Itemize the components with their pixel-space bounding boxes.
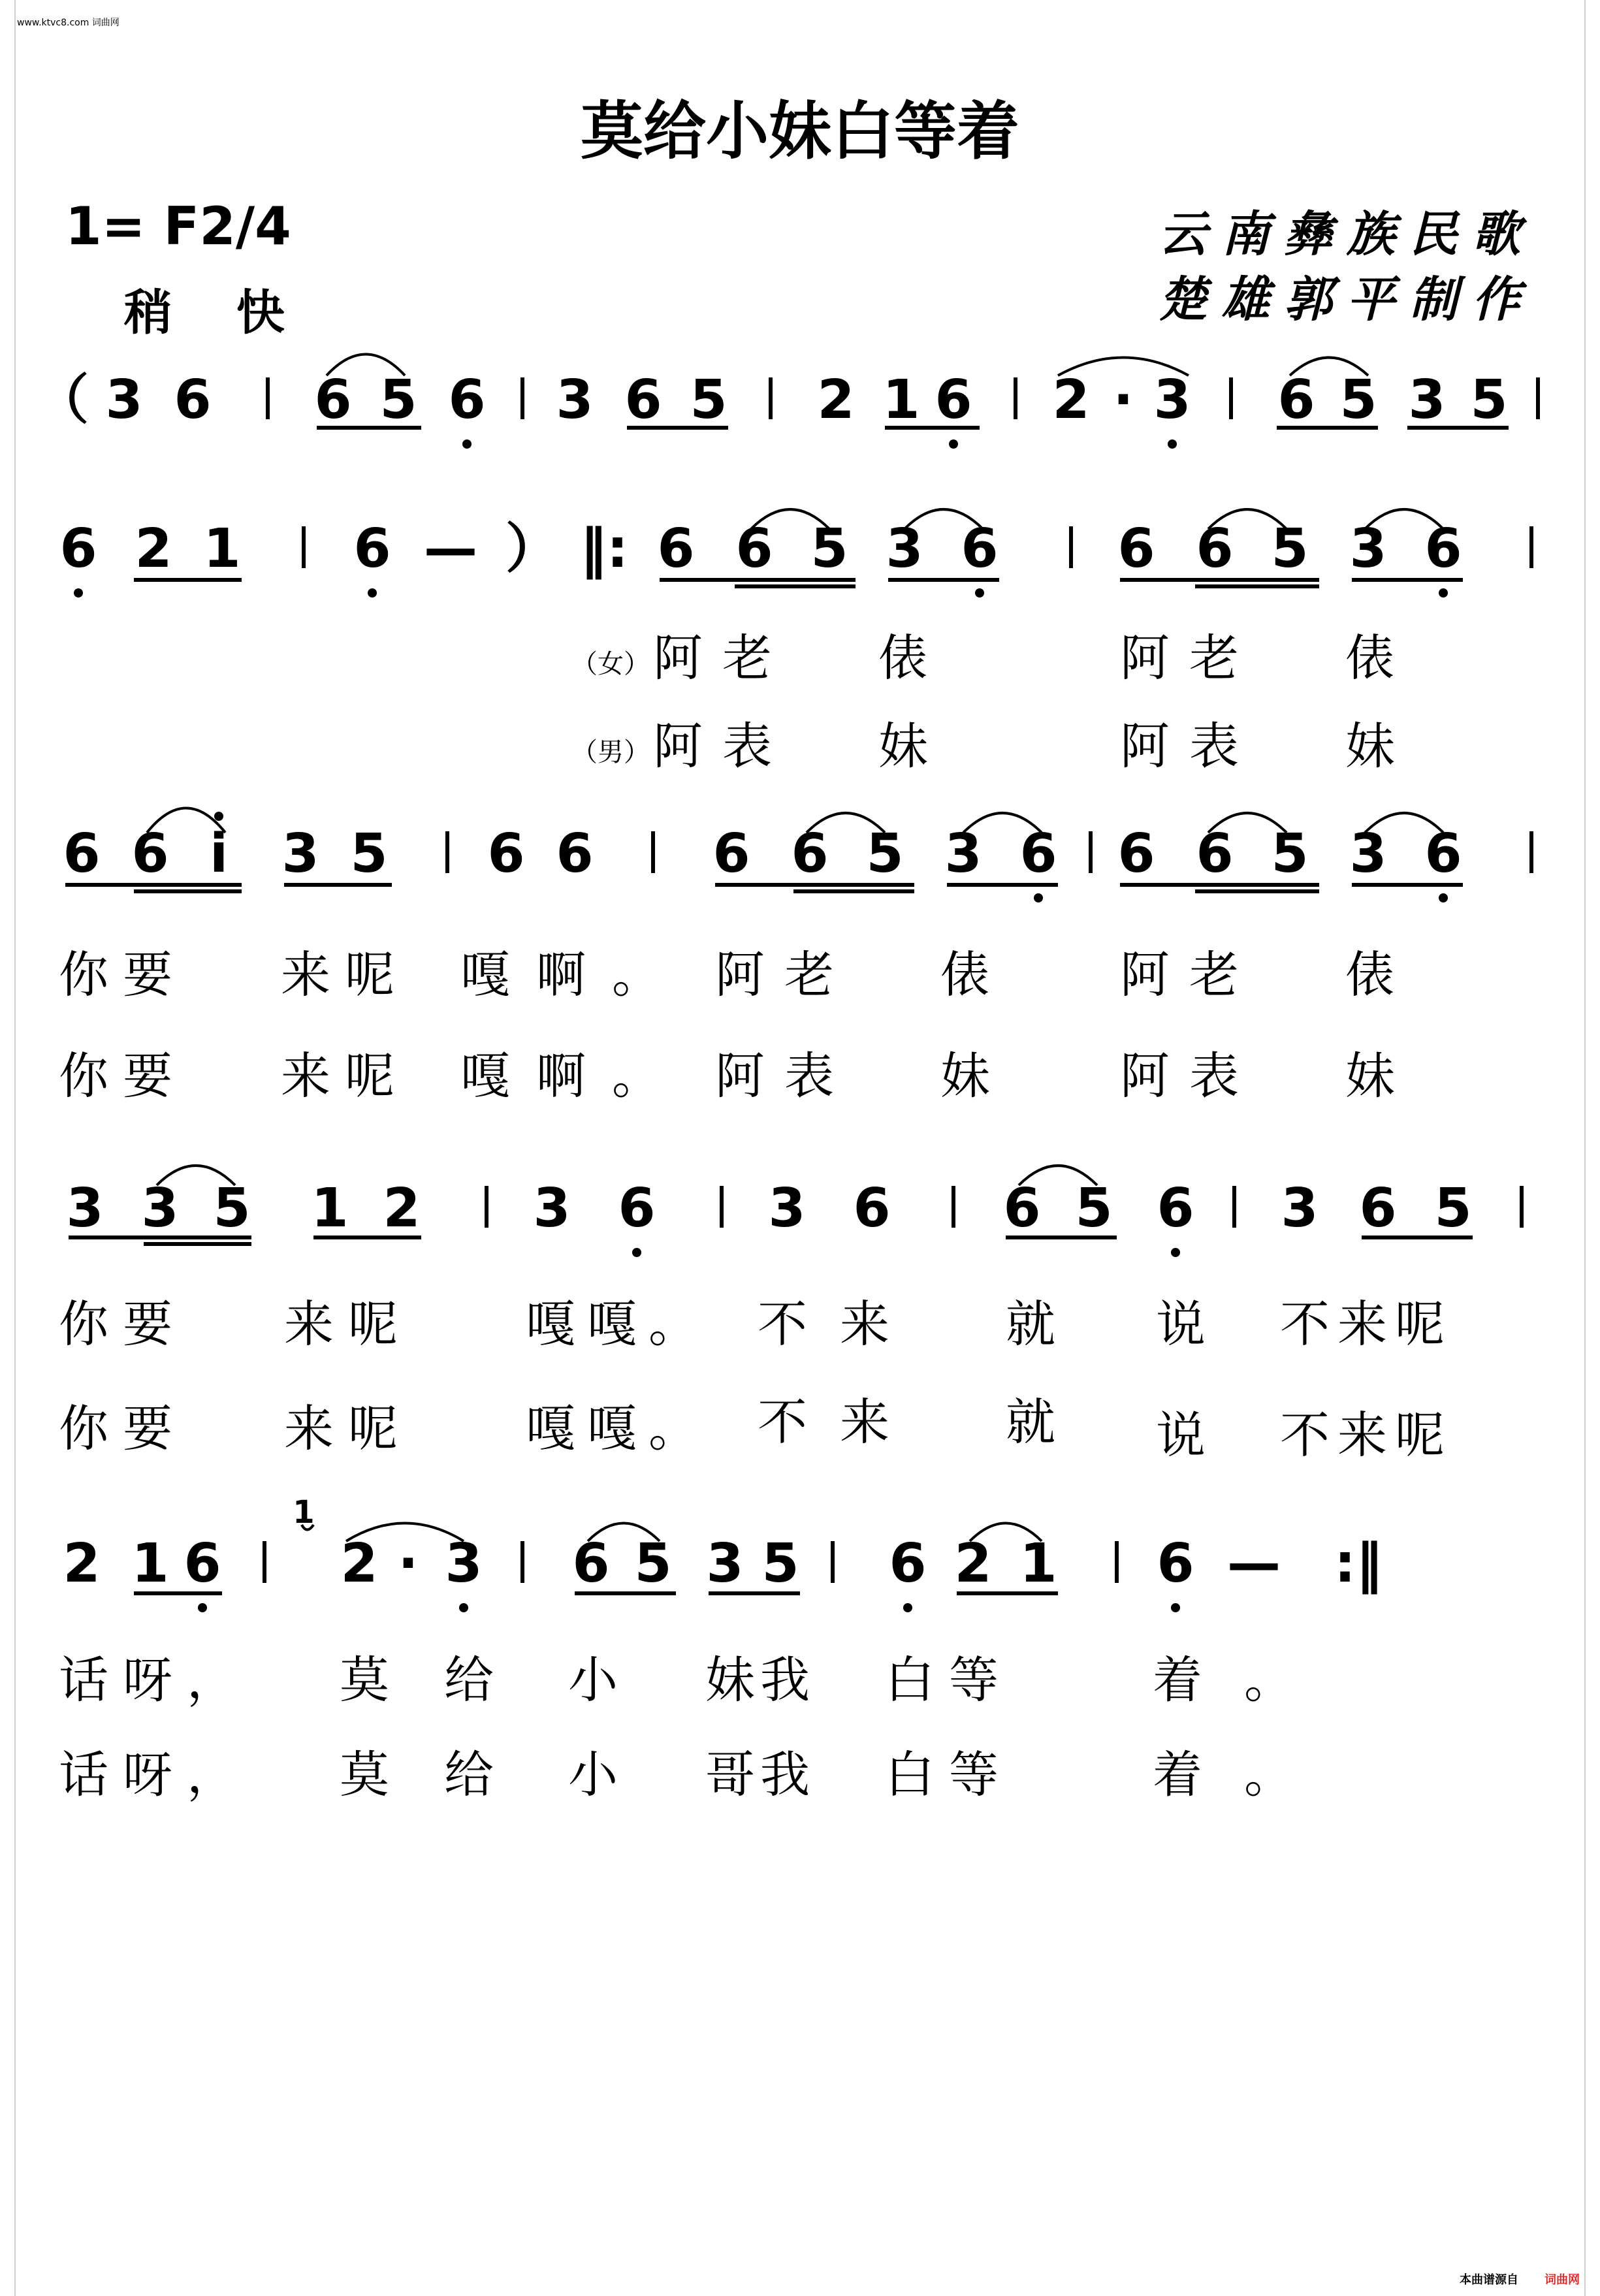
lyric: 不来呢 <box>1280 1406 1452 1464</box>
lyric: 俵 <box>1345 629 1395 687</box>
credit-origin: 云南彝族民歌 <box>1159 206 1535 263</box>
lyric: 阿表 <box>1120 1047 1258 1105</box>
lyric: 嘎啊。 <box>460 946 688 1004</box>
lyric: 不来 <box>758 1393 922 1451</box>
note: 5 <box>1470 369 1508 431</box>
octave-dot-low <box>1034 893 1043 902</box>
note: 1 <box>131 1533 169 1595</box>
note: 3 <box>1349 823 1387 885</box>
note: 3 <box>66 1177 104 1239</box>
lyric: 阿老 <box>1120 629 1258 687</box>
note: 6 <box>556 823 594 885</box>
note: 6 <box>353 518 391 580</box>
lyric: 。 <box>1244 1746 1294 1804</box>
score-title: 莫给小妹白等着 <box>581 95 1019 168</box>
note: 6 <box>1196 518 1234 580</box>
note: 1 <box>203 518 241 580</box>
note: 6 <box>618 1177 656 1239</box>
lyric: 白等 <box>885 1746 1013 1804</box>
lyric: 。 <box>1244 1651 1294 1709</box>
lyric: 阿表 <box>1120 717 1258 775</box>
note: 5 <box>866 823 904 885</box>
lyric: 白等 <box>885 1651 1013 1709</box>
note: 5 <box>1271 518 1309 580</box>
note: 6 <box>712 823 750 885</box>
note: 6 <box>174 369 212 431</box>
lyric: 来呢 <box>281 1047 409 1105</box>
lyric: 说 <box>1156 1406 1206 1464</box>
note: 3 <box>886 518 923 580</box>
octave-dot-low <box>1171 1248 1180 1257</box>
lyric: 俵 <box>878 629 928 687</box>
note: 6 <box>1157 1177 1194 1239</box>
note: 5 <box>634 1533 672 1595</box>
lyric: 莫 <box>340 1746 389 1804</box>
lyric: 给 <box>444 1651 494 1709</box>
note: 2 <box>135 518 172 580</box>
note: 6 <box>314 369 352 431</box>
lyric: 话呀， <box>59 1746 251 1804</box>
note: 6 <box>184 1533 221 1595</box>
note: 6 <box>1019 823 1057 885</box>
note: 5 <box>350 823 388 885</box>
note: 5 <box>1271 823 1309 885</box>
note: ‖: <box>580 518 628 580</box>
note: （ <box>35 369 89 431</box>
lyric: 嘎嘎。 <box>526 1399 710 1458</box>
note: 6 <box>63 823 101 885</box>
note: 3 <box>706 1533 744 1595</box>
lyric: 阿老 <box>653 629 792 687</box>
lyric: 哥我 <box>705 1746 815 1804</box>
lyric: 阿老 <box>715 946 854 1004</box>
note: 6 <box>1157 1533 1194 1595</box>
octave-dot-low <box>198 1603 207 1612</box>
note: 6 <box>131 823 169 885</box>
lyric: 阿表 <box>715 1047 854 1105</box>
lyric: 妹 <box>1345 717 1395 775</box>
octave-dot-low <box>975 588 984 598</box>
note: 2 <box>383 1177 421 1239</box>
note: 3 <box>141 1177 179 1239</box>
lyric: 来呢 <box>281 946 409 1004</box>
note: 3 <box>105 369 143 431</box>
octave-dot-low <box>1439 588 1448 598</box>
note: 6 <box>961 518 999 580</box>
note: 3 <box>1281 1177 1319 1239</box>
note: 6 <box>791 823 829 885</box>
site-url: www.ktvc8.com 词曲网 <box>17 18 120 28</box>
note: 2 <box>954 1533 992 1595</box>
octave-dot-low <box>903 1603 912 1612</box>
lyric: 妹 <box>878 717 928 775</box>
footer-site: 词曲网 <box>1544 2273 1580 2287</box>
lyric: 阿老 <box>1120 946 1258 1004</box>
note: 5 <box>1339 369 1377 431</box>
note: 6 <box>853 1177 891 1239</box>
lyric: 嘎嘎。 <box>526 1295 710 1353</box>
note: 2 <box>63 1533 101 1595</box>
lyric: 着 <box>1153 1651 1202 1709</box>
note: 3 <box>556 369 594 431</box>
lyric: 就 <box>1006 1393 1055 1451</box>
lyric: 来呢 <box>284 1295 412 1353</box>
key-signature: 1= F2/4 <box>65 196 291 257</box>
note: 3 <box>445 1533 483 1595</box>
octave-dot-low <box>1439 893 1448 902</box>
octave-dot-high <box>214 812 223 821</box>
note: 6 <box>1117 823 1155 885</box>
note: 1 <box>293 1494 315 1531</box>
lyric: 嘎啊。 <box>460 1047 688 1105</box>
lyric: 阿表 <box>653 717 792 775</box>
note: · <box>1113 369 1134 431</box>
note: 3 <box>1408 369 1446 431</box>
note: 6 <box>1359 1177 1397 1239</box>
lyric: 就 <box>1006 1295 1055 1353</box>
lyric: 妹 <box>940 1047 990 1105</box>
note: 2 <box>817 369 855 431</box>
octave-dot-low <box>1168 439 1177 449</box>
lyric: 俵 <box>940 946 990 1004</box>
note: 6 <box>624 369 662 431</box>
note: 1 <box>311 1177 349 1239</box>
lyric: 妹我 <box>705 1651 815 1709</box>
lyric: 小 <box>568 1746 618 1804</box>
lyric: 给 <box>444 1746 494 1804</box>
lyric: 小 <box>568 1651 618 1709</box>
octave-dot-low <box>1171 1603 1180 1612</box>
lyric: 你要 <box>59 946 187 1004</box>
note: 5 <box>690 369 728 431</box>
note: 6 <box>1424 518 1462 580</box>
octave-dot-low <box>949 439 958 449</box>
note: ） <box>505 518 560 580</box>
note: 6 <box>935 369 972 431</box>
lyric: 你要 <box>59 1399 187 1458</box>
note: 6 <box>448 369 486 431</box>
note: — <box>1227 1533 1281 1595</box>
note: 5 <box>1434 1177 1472 1239</box>
note: 6 <box>657 518 695 580</box>
note: 2 <box>1052 369 1090 431</box>
note: 6 <box>735 518 773 580</box>
note: 3 <box>1153 369 1191 431</box>
lyric: 莫 <box>340 1651 389 1709</box>
credit-maker: 楚雄郭平制作 <box>1159 272 1535 328</box>
note: 6 <box>889 1533 927 1595</box>
note: 5 <box>213 1177 251 1239</box>
note: 5 <box>379 369 417 431</box>
note: 6 <box>572 1533 610 1595</box>
note: 5 <box>761 1533 799 1595</box>
octave-dot-low <box>74 588 83 598</box>
note: 6 <box>487 823 525 885</box>
octave-dot-low <box>462 439 472 449</box>
lyric: 你要 <box>59 1047 187 1105</box>
note: i <box>209 823 229 885</box>
lyric: 不来 <box>758 1295 922 1353</box>
note: 5 <box>810 518 848 580</box>
lyric: 说 <box>1156 1295 1206 1353</box>
octave-dot-low <box>368 588 377 598</box>
lyric: 你要 <box>59 1295 187 1353</box>
note: 1 <box>1019 1533 1057 1595</box>
note: 6 <box>1196 823 1234 885</box>
note: 5 <box>1075 1177 1113 1239</box>
voice-tag-female: （女） <box>571 649 650 679</box>
note: 6 <box>1003 1177 1041 1239</box>
note: 3 <box>281 823 319 885</box>
note: 2 <box>340 1533 378 1595</box>
lyric: 不来呢 <box>1280 1295 1452 1353</box>
note: 3 <box>533 1177 571 1239</box>
octave-dot-low <box>632 1248 641 1257</box>
note: — <box>424 518 477 580</box>
note: 6 <box>1117 518 1155 580</box>
octave-dot-low <box>459 1603 468 1612</box>
lyric: 话呀， <box>59 1651 251 1709</box>
lyric: 着 <box>1153 1746 1202 1804</box>
note: 1 <box>882 369 920 431</box>
note: 3 <box>768 1177 806 1239</box>
note: 3 <box>944 823 982 885</box>
note: 6 <box>1277 369 1315 431</box>
note: 6 <box>59 518 97 580</box>
footer-source: 本曲谱源自 <box>1460 2273 1518 2287</box>
lyric: 俵 <box>1345 946 1395 1004</box>
lyric: 妹 <box>1345 1047 1395 1105</box>
note: 3 <box>1349 518 1387 580</box>
note: 6 <box>1424 823 1462 885</box>
note: :‖ <box>1334 1533 1383 1595</box>
lyric: 来呢 <box>284 1399 412 1458</box>
tempo-mark: 稍 快 <box>124 285 308 341</box>
voice-tag-male: （男） <box>571 737 650 767</box>
note: · <box>398 1533 419 1595</box>
